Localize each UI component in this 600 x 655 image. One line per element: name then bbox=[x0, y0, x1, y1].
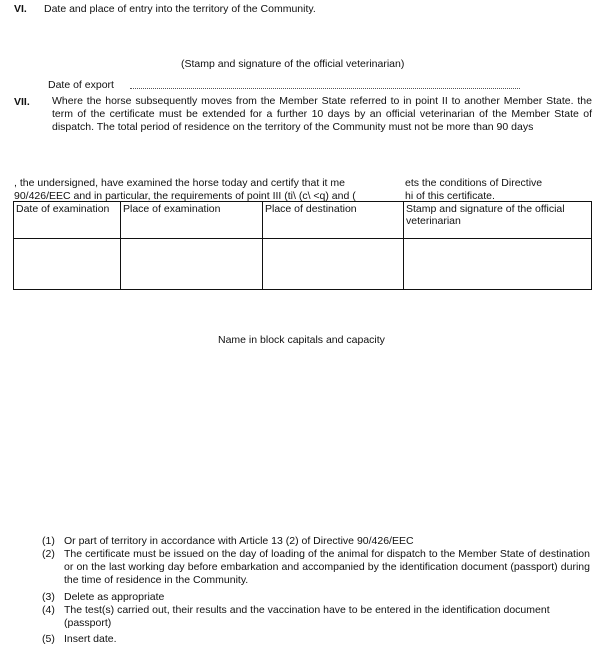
footnote-2 bbox=[42, 548, 590, 587]
footnote-number: (3) bbox=[42, 591, 55, 603]
name-caption: Name in block capitals and capacity bbox=[218, 334, 385, 346]
exam-statement-line1-left: , the undersigned, have examined the horse today and certify that it me bbox=[14, 177, 345, 189]
table-cell-place bbox=[121, 239, 263, 290]
footnote-number: (2) bbox=[42, 548, 55, 560]
footnote-5 bbox=[42, 633, 590, 646]
header-date-of-examination: Date of examination bbox=[14, 202, 121, 239]
footnote-number: (1) bbox=[42, 535, 55, 547]
stamp-caption: (Stamp and signature of the official veterinarian) bbox=[181, 58, 405, 70]
exam-statement-line2-right: hi of this certificate. bbox=[405, 190, 495, 202]
footnote-text: The test(s) carried out, their results and the vaccination have to be entered in the identification document (passport) bbox=[64, 604, 550, 629]
footnote-number: (5) bbox=[42, 633, 55, 645]
table-cell-date bbox=[14, 239, 121, 290]
section-vii-text: Where the horse subsequently moves from the Member State referred to in point II to another Member State. the term of the certificate must be extended for a further 10 days by an official veterinarian of the Member State of dispatch. The total period of residence on the territory of the Community must not be more than 90 days bbox=[52, 95, 592, 133]
footnote-text: Or part of territory in accordance with Article 13 (2) of Directive 90/426/EEC bbox=[64, 535, 414, 547]
header-place-of-destination: Place of destination bbox=[263, 202, 404, 239]
table-header-row bbox=[14, 202, 592, 239]
section-vii-number: VII. bbox=[14, 96, 30, 108]
footnote-text: The certificate must be issued on the day of loading of the animal for dispatch to the Member State of destination or on the last working day before embarkation and accompanied by the identification document (passport) during the time of residence in the Community. bbox=[64, 548, 590, 586]
table-cell-destination bbox=[263, 239, 404, 290]
footnote-1 bbox=[42, 535, 590, 548]
table-cell-stamp bbox=[404, 239, 592, 290]
date-of-export-label: Date of export bbox=[48, 79, 114, 91]
section-vi-text: Date and place of entry into the territory of the Community. bbox=[44, 3, 316, 15]
footnote-text: Delete as appropriate bbox=[64, 591, 165, 603]
date-of-export-dotted-line bbox=[130, 88, 520, 89]
section-vi-number: VI. bbox=[14, 3, 27, 15]
examination-table bbox=[13, 201, 592, 290]
footnote-3 bbox=[42, 591, 590, 604]
header-place-of-examination: Place of examination bbox=[121, 202, 263, 239]
footnote-4 bbox=[42, 604, 590, 630]
exam-statement-line2-left: 90/426/EEC and in particular, the requirements of point III (ti\ (c\ <q) and ( bbox=[14, 190, 356, 202]
footnote-text: Insert date. bbox=[64, 633, 117, 645]
footnote-number: (4) bbox=[42, 604, 55, 616]
exam-statement-line1-right: ets the conditions of Directive bbox=[405, 177, 543, 189]
header-stamp-and-signature: Stamp and signature of the official veterinarian bbox=[404, 202, 592, 239]
table-row bbox=[14, 239, 592, 290]
